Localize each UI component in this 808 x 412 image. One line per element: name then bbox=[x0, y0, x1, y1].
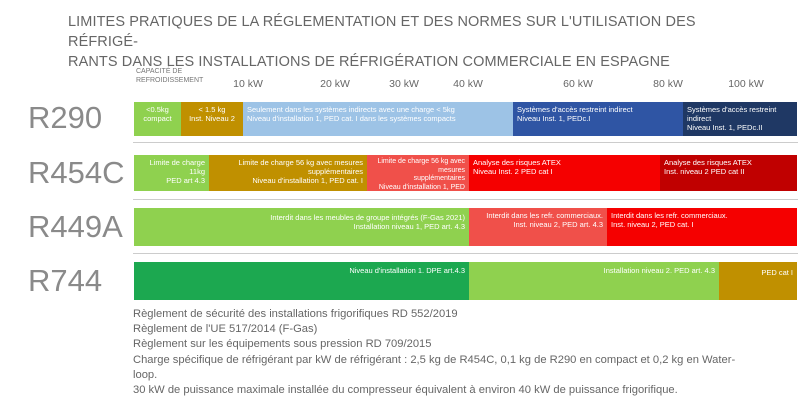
capacity-axis-label: CAPACITÉ DE REFROIDISSEMENT bbox=[136, 68, 204, 84]
r449a-segment-1: Interdit dans les meubles de groupe intégrés (F-Gas 2021) Installation niveau 1, PED art. 4.3 bbox=[134, 208, 469, 246]
r454c-segment-2: Limite de charge 56 kg avec mesures supplémentaires Niveau d'installation 1, PED cat. I bbox=[209, 155, 367, 191]
row-label-r744: R744 bbox=[28, 263, 103, 298]
note: 30 kW de puissance maximale installée du compresseur équivalent à environ 40 kW de puissance frigorifique. bbox=[133, 384, 678, 397]
diagram-title bbox=[68, 12, 768, 72]
row-label-r290: R290 bbox=[28, 100, 103, 135]
tick-label: 30 kW bbox=[389, 78, 419, 90]
r290-segment-5: Systèmes d'accès restreint indirect Niveau Inst. 1, PEDc.II bbox=[683, 102, 797, 136]
row-divider bbox=[133, 142, 798, 143]
r449a-segment-3: Interdit dans les refr. commerciaux. Inst. niveau 2, PED cat. I bbox=[607, 208, 797, 246]
tick-label: 100 kW bbox=[728, 78, 764, 90]
note: Règlement de sécurité des installations frigorifiques RD 552/2019 bbox=[133, 308, 458, 320]
row-divider bbox=[133, 199, 798, 200]
r454c-segment-3: Limite de charge 56 kg avec mesures supplémentaires Niveau d'installation 1, PED bbox=[367, 155, 469, 191]
note: loop. bbox=[133, 368, 158, 381]
tick-label: 80 kW bbox=[653, 78, 683, 90]
r744-segment-2: Installation niveau 2. PED art. 4.3 bbox=[469, 262, 719, 300]
footnotes bbox=[133, 307, 803, 398]
r290-segment-2: < 1.5 kg Inst. Niveau 2 bbox=[181, 102, 243, 136]
r290-segment-4: Systèmes d'accès restreint indirect Niveau Inst. 1, PEDc.I bbox=[513, 102, 683, 136]
note: Règlement de l'UE 517/2014 (F-Gas) bbox=[133, 323, 318, 336]
r454c-segment-1: Limite de charge 11kg PED art 4.3 bbox=[134, 155, 209, 191]
r449a-segment-2: Interdit dans les refr. commerciaux. Inst. niveau 2, PED art. 4.3 bbox=[469, 208, 607, 246]
r290-segment-3: Seulement dans les systèmes indirects avec une charge < 5kg Niveau d'installation 1, PED cat. I dans les systèmes compacts bbox=[243, 102, 513, 136]
r454c-segment-5: Analyse des risques ATEX Inst. niveau 2 PED cat II bbox=[660, 155, 797, 191]
r744-segment-1: Niveau d'installation 1. DPE art.4.3 bbox=[134, 262, 469, 300]
note: Charge spécifique de réfrigérant par kW de réfrigérant : 2,5 kg de R454C, 0,1 kg de R290 en compact et 0,2 kg en Water- bbox=[133, 353, 736, 366]
tick-label: 40 kW bbox=[453, 78, 483, 90]
r744-segment-3: PED cat I bbox=[719, 262, 797, 300]
row-label-r449a: R449A bbox=[28, 209, 123, 244]
title-line-2: RANTS DANS LES INSTALLATIONS DE RÉFRIGÉRATION COMMERCIALE EN ESPAGNE bbox=[68, 54, 670, 70]
tick-label: 20 kW bbox=[320, 78, 350, 90]
title-line-1: LIMITES PRATIQUES DE LA RÉGLEMENTATION ET DES NORMES SUR L'UTILISATION DES RÉFRIGÉ- bbox=[68, 14, 696, 50]
note: Règlement sur les équipements sous pression RD 709/2015 bbox=[133, 338, 432, 351]
row-label-r454c: R454C bbox=[28, 155, 125, 190]
tick-label: 10 kW bbox=[233, 78, 263, 90]
row-divider bbox=[133, 253, 798, 254]
r454c-segment-4: Analyse des risques ATEX Niveau Inst. 2 PED cat I bbox=[469, 155, 660, 191]
tick-label: 60 kW bbox=[563, 78, 593, 90]
r290-segment-1: <0.5kg compact bbox=[134, 102, 181, 136]
